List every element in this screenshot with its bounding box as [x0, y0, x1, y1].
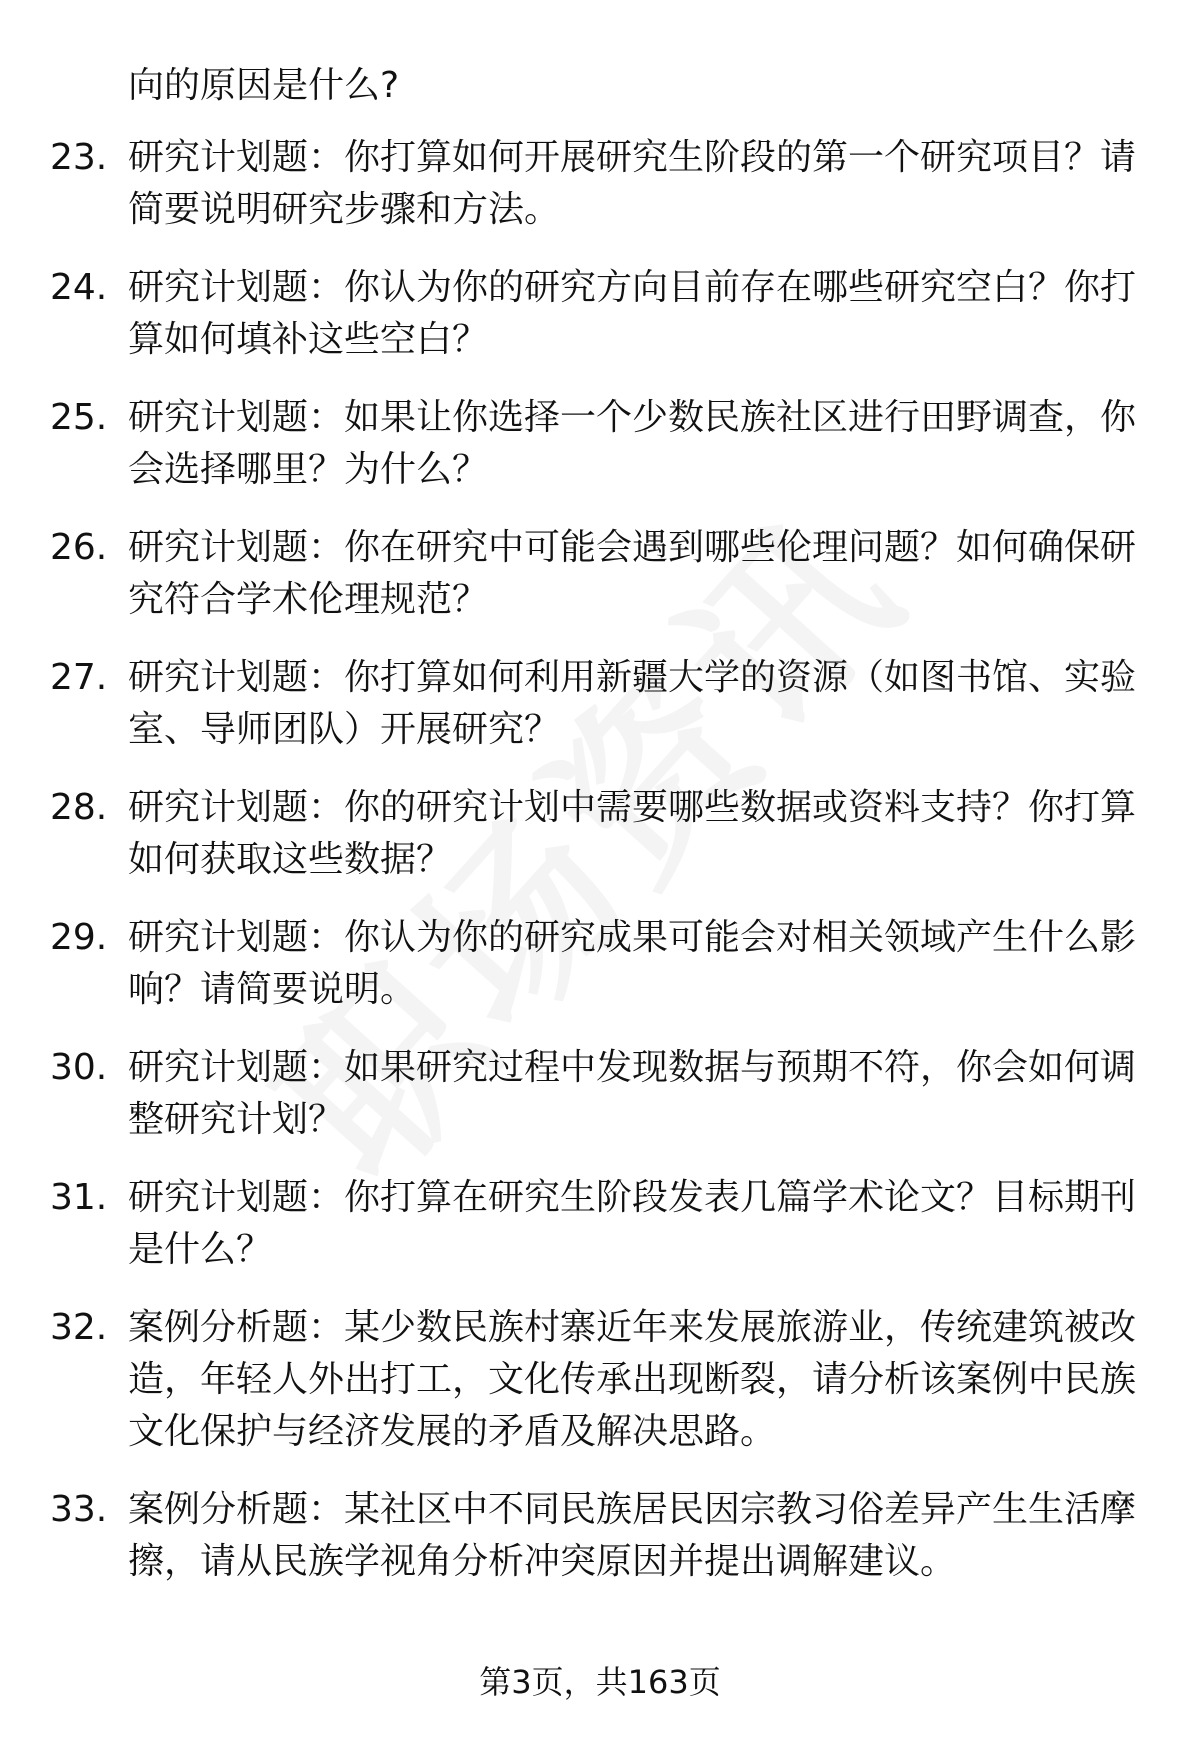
item-number: 28. [50, 787, 108, 828]
item-number: 25. [50, 397, 108, 438]
item-text: 研究计划题：你的研究计划中需要哪些数据或资料支持？你打算如何获取这些数据？ [128, 787, 1137, 880]
item-number: 24. [50, 267, 108, 308]
item-number: 26. [50, 527, 108, 568]
list-item [50, 132, 1140, 236]
page-footer: 第3页，共163页 [479, 1663, 721, 1701]
item-number: 33. [50, 1489, 108, 1530]
item-text: 案例分析题：某社区中不同民族居民因宗教习俗差异产生生活摩擦，请从民族学视角分析冲突原因并提出调解建议。 [128, 1489, 1137, 1582]
item-text: 研究计划题：你打算在研究生阶段发表几篇学术论文？目标期刊是什么？ [128, 1177, 1137, 1270]
item-text: 研究计划题：如果研究过程中发现数据与预期不符，你会如何调整研究计划？ [128, 1047, 1137, 1140]
item-text: 研究计划题：你在研究中可能会遇到哪些伦理问题？如何确保研究符合学术伦理规范？ [128, 527, 1137, 620]
list-item [50, 1172, 1140, 1276]
item-number: 31. [50, 1177, 108, 1218]
list-item [50, 782, 1140, 886]
list-item [50, 912, 1140, 1016]
item-number: 30. [50, 1047, 108, 1088]
item-text: 研究计划题：你认为你的研究成果可能会对相关领域产生什么影响？请简要说明。 [128, 917, 1137, 1010]
item-number: 23. [50, 137, 108, 178]
list-item [50, 522, 1140, 626]
item-text: 案例分析题：某少数民族村寨近年来发展旅游业，传统建筑被改造，年轻人外出打工，文化传承出现断裂，请分析该案例中民族文化保护与经济发展的矛盾及解决思路。 [128, 1307, 1137, 1452]
list-item [50, 652, 1140, 756]
continued-text: 向的原因是什么? [128, 65, 400, 106]
list-item [50, 1484, 1140, 1588]
item-text: 研究计划题：你打算如何利用新疆大学的资源（如图书馆、实验室、导师团队）开展研究？ [128, 657, 1137, 750]
list-item [50, 262, 1140, 366]
item-number: 32. [50, 1307, 108, 1348]
item-text: 研究计划题：你认为你的研究方向目前存在哪些研究空白？你打算如何填补这些空白？ [128, 267, 1137, 360]
item-number: 27. [50, 657, 108, 698]
item-text: 研究计划题：如果让你选择一个少数民族社区进行田野调查，你会选择哪里？为什么？ [128, 397, 1137, 490]
list-item [50, 392, 1140, 496]
list-item [50, 1042, 1140, 1146]
item-number: 29. [50, 917, 108, 958]
list-item [50, 1302, 1140, 1458]
item-text: 研究计划题：你打算如何开展研究生阶段的第一个研究项目？请简要说明研究步骤和方法。 [128, 137, 1137, 230]
